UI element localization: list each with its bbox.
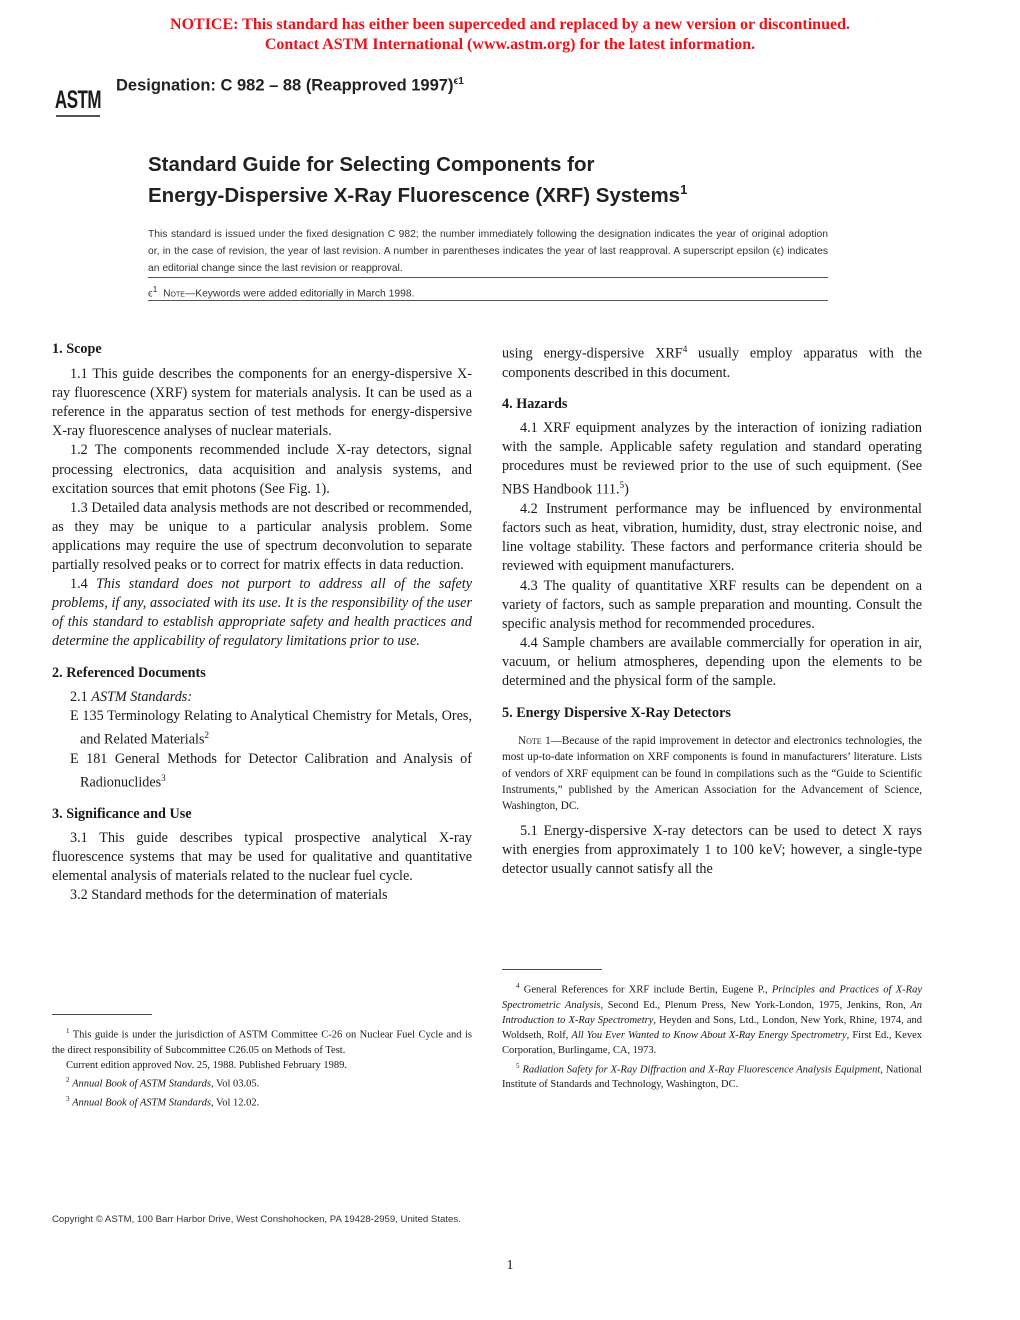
footnote-5-b: , National Institute of Standards and Technology, Washington, DC. xyxy=(502,1064,922,1091)
footnote-2-rest: , Vol 03.05. xyxy=(210,1078,260,1090)
para-3-2-cont-b: usually employ apparatus with the components described in this document. xyxy=(502,345,922,381)
left-column xyxy=(52,340,472,905)
epsilon-note-label: Note xyxy=(163,288,185,300)
footnote-5-mark: 5 xyxy=(516,1061,520,1070)
title-line-1: Standard Guide for Selecting Components for xyxy=(148,153,595,176)
notice-line-2: Contact ASTM International (www.astm.org) for the latest information. xyxy=(264,36,756,53)
section-1-heading: 1. Scope xyxy=(52,341,102,357)
para-3-2-continued xyxy=(502,340,922,383)
footnote-2-title: Annual Book of ASTM Standards xyxy=(72,1078,211,1090)
footnote-4 xyxy=(502,979,922,1059)
page-number: 1 xyxy=(506,1258,514,1273)
section-3-heading: 3. Significance and Use xyxy=(52,805,192,822)
epsilon-mark: ϵ xyxy=(148,288,153,300)
footnote-4-g: , First Ed., Kevex Corporation, Burlingame, CA, 1973. xyxy=(502,1030,922,1057)
reference-e181-footnote: 3 xyxy=(161,772,166,783)
footnote-1 xyxy=(52,1024,472,1058)
right-column xyxy=(502,340,922,879)
footnote-4-mark: 4 xyxy=(516,982,520,990)
astm-logo-mark xyxy=(52,76,104,120)
para-4-2: 4.2 Instrument performance may be influenced by environmental factors such as heat, vibration, humidity, dust, stray electronic noise, and line voltage stability. These factors and performance criteria should be reviewed with equipment manufacturers. xyxy=(502,501,922,575)
footnote-3-title: Annual Book of ASTM Standards xyxy=(72,1097,211,1109)
footnotes-left xyxy=(52,1024,472,1111)
para-3-2: 3.2 Standard methods for the determination of materials xyxy=(70,886,388,903)
para-3-2-cont-a: using energy-dispersive XRF xyxy=(502,345,683,362)
footnote-1-approval: Current edition approved Nov. 25, 1988. Published February 1989. xyxy=(66,1059,348,1071)
footnote-3-mark: 3 xyxy=(66,1094,70,1103)
epsilon-note xyxy=(148,284,414,299)
astm-logo xyxy=(52,76,104,120)
para-2-1-text: ASTM Standards: xyxy=(91,688,193,705)
reference-e135 xyxy=(52,707,472,750)
para-1-1: 1.1 This guide describes the components for an energy-dispersive X-ray fluorescence (XRF) system for materials analysis. It can be used as a reference in the apparatus section of test methods for energy-dispersive X-ray fluorescence analyses of nuclear materials. xyxy=(52,366,472,440)
title-footnote-mark: 1 xyxy=(680,182,688,197)
para-4-1 xyxy=(502,419,922,500)
footnote-rule-left xyxy=(52,1014,152,1015)
para-5-1: 5.1 Energy-dispersive X-ray detectors can be used to detect X rays with energies from approximately 1 to 100 keV; however, a single-type detector usually cannot satisfy all the xyxy=(502,823,922,878)
reference-e181-text: E 181 General Methods for Detector Calibration and Analysis of Radionuclides xyxy=(70,750,472,791)
footnote-5-a: Radiation Safety for X-Ray Diffraction and X-Ray Fluorescence Analysis Equipment xyxy=(522,1064,881,1076)
footnote-3-rest: , Vol 12.02. xyxy=(210,1097,260,1109)
note-1-text: 1—Because of the rapid improvement in detector and electronics technologies, the most up-to-date information on XRF components is found in manufacturers’ literature. Lists of vendors of XRF equipment can be found in compilations such as the “Guide to Scientific Instruments,” published by the American Association for the Advancement of Science, Washington, DC. xyxy=(502,735,922,812)
footnote-4-a: General References for XRF include Bertin, Eugene P., xyxy=(519,984,772,996)
reference-e135-text: E 135 Terminology Relating to Analytical Chemistry for Metals, Ores, and Related Materials xyxy=(70,707,472,748)
supersession-notice xyxy=(0,15,1020,55)
para-1-4-number: 1.4 xyxy=(70,576,97,593)
epsilon-note-text: —Keywords were added editorially in March 1998. xyxy=(184,288,415,300)
para-3-2-footnote: 4 xyxy=(682,344,688,354)
section-4-heading: 4. Hazards xyxy=(502,395,568,412)
section-5-heading: 5. Energy Dispersive X-Ray Detectors xyxy=(502,705,731,722)
footnote-4-e: , Heyden and Sons, Ltd., London, New York, Rhine, 1974, and Woldseth, Rolf, xyxy=(502,1014,922,1042)
para-1-2: 1.2 The components recommended include X-ray detectors, signal processing electronics, data acquisition and analysis systems, and excitation sources that emit photons (See Fig. 1). xyxy=(52,442,472,497)
footnote-4-d: An Introduction to X-Ray Spectrometry xyxy=(502,999,922,1026)
footnotes-right xyxy=(502,979,922,1092)
footnote-1-text: This guide is under the jurisdiction of ASTM Committee C-26 on Nuclear Fuel Cycle and is the direct responsibility of Subcommittee C26.05 on Methods of Test. xyxy=(52,1029,472,1056)
divider-top xyxy=(148,277,828,278)
para-1-4-text: This standard does not purport to address all of the safety problems, if any, associated with its use. It is the responsibility of the user of this standard to establish appropriate safety and health practices and determine the applicability of regulatory limitations prior to use. xyxy=(52,576,472,650)
footnote-4-b: Principles and Practices of X-Ray Spectrometric Analysis xyxy=(502,984,922,1011)
section-2-heading: 2. Referenced Documents xyxy=(52,664,206,681)
designation-text: Designation: C 982 – 88 (Reapproved 1997) xyxy=(116,76,454,95)
footnote-2 xyxy=(52,1073,472,1092)
para-4-1-footnote: 5 xyxy=(619,480,625,491)
para-3-1: 3.1 This guide describes typical prospective analytical X-ray fluorescence systems that may be used for qualitative and quantitative elemental analysis of materials related to the nuclear fuel cycle. xyxy=(52,829,472,884)
footnote-4-f: All You Ever Wanted to Know About X-Ray Energy Spectrometry xyxy=(571,1030,847,1042)
footnote-4-c: , Second Ed., Plenum Press, New York-London, 1975, Jenkins, Ron, xyxy=(600,999,911,1011)
para-2-1-number: 2.1 xyxy=(70,688,92,705)
footnote-5 xyxy=(502,1059,922,1093)
divider-bottom xyxy=(148,300,828,301)
issuance-statement: This standard is issued under the fixed designation C 982; the number immediately following the designation indicates the year of original adoption or, in the case of revision, the year of last revision. A number in parentheses indicates the year of last reapproval. A superscript epsilon (ϵ) indicates an editorial change since the last revision or reapproval. xyxy=(148,229,828,274)
title-line-2: Energy-Dispersive X-Ray Fluorescence (XRF) Systems xyxy=(148,183,681,207)
designation-superscript: ϵ1 xyxy=(453,76,464,87)
footnote-2-mark: 2 xyxy=(66,1076,70,1085)
copyright-notice: Copyright © ASTM, 100 Barr Harbor Drive, West Conshohocken, PA 19428-2959, United States. xyxy=(52,1214,461,1225)
footnote-3 xyxy=(52,1092,472,1111)
document-title xyxy=(148,152,687,208)
reference-e181 xyxy=(52,750,472,793)
para-4-3: 4.3 The quality of quantitative XRF results can be dependent on a variety of factors, such as sample preparation and mounting. Consult the specific analysis method for recommended procedures. xyxy=(502,577,922,632)
footnote-rule-right xyxy=(502,969,602,970)
para-4-4: 4.4 Sample chambers are available commercially for operation in air, vacuum, or helium atmospheres, depending upon the elements to be determined and the physical form of the sample. xyxy=(502,634,922,689)
epsilon-sup: 1 xyxy=(152,284,158,294)
para-1-4 xyxy=(52,575,472,651)
astm-logo-text: ASTM xyxy=(54,86,102,114)
notice-line-1: NOTICE: This standard has either been superceded and replaced by a new version or discontinued. xyxy=(170,16,850,33)
note-1-label: Note xyxy=(518,735,542,748)
designation xyxy=(116,76,464,96)
para-1-3: 1.3 Detailed data analysis methods are not described or recommended, as they may be unique to a particular analysis problem. Some applications may require the use of spectrum deconvolution to separate partially resolved peaks or to correct for matrix effects in data reduction. xyxy=(52,499,472,574)
para-4-1-close: ) xyxy=(624,482,629,499)
footnote-1-mark: 1 xyxy=(66,1027,70,1035)
para-2-1 xyxy=(52,688,472,707)
reference-e135-footnote: 2 xyxy=(204,729,209,740)
para-4-1-text: 4.1 XRF equipment analyzes by the interaction of ionizing radiation with the sample. Applicable safety regulation and standard operating procedures must be reviewed prior to the use of such equipment. (See NBS Handbook 111. xyxy=(502,420,922,499)
note-1 xyxy=(502,733,922,814)
